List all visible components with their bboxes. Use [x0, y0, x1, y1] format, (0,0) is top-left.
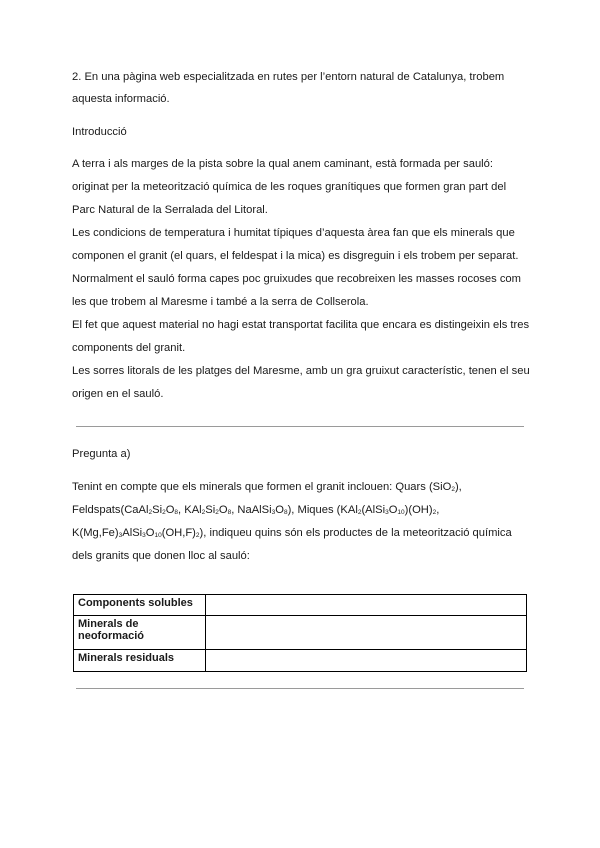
intro-line: Parc Natural de la Serralada del Litoral.: [72, 204, 268, 216]
intro-line: El fet que aquest material no hagi estat transportat facilita que encara es distingeixin els tres: [72, 319, 530, 331]
answer-cell[interactable]: [206, 650, 527, 672]
question-intro-line-1: 2. En una pàgina web especialitzada en rutes per l’entorn natural de Catalunya, trobem: [72, 71, 505, 83]
intro-line: componen el granit (el quars, el feldespat i la mica) es disgreguin i els trobem per separat.: [72, 250, 519, 262]
intro-line: les que trobem al Maresme i també a la serra de Collserola.: [72, 296, 369, 308]
row-label-minerals-residuals: Minerals residuals: [74, 650, 206, 672]
answer-cell[interactable]: [206, 616, 527, 650]
divider: [76, 426, 524, 427]
intro-line: components del granit.: [72, 342, 186, 354]
question-text-line-4: dels granits que donen lloc al sauló:: [72, 550, 250, 562]
question-intro-line-2: aquesta informació.: [72, 93, 170, 105]
intro-line: Les sorres litorals de les platges del Maresme, amb un gra gruixut característic, tenen el seu: [72, 365, 530, 377]
answer-cell[interactable]: [206, 595, 527, 616]
row-label-components-solubles: Components solubles: [74, 595, 206, 616]
intro-line: originat per la meteorització química de les roques granítiques que formen gran part del: [72, 181, 507, 193]
row-label-minerals-neoformacio: Minerals de neoformació: [74, 616, 206, 650]
table-row: [74, 616, 527, 650]
question-text-line-2: $Feldspats(CaAl_2Si_2O_8$, $KAl_2Si_2O_8$, $NaAlSi_3O_8$), Miques ($KAl_2(AlSi_3O_{10})(OH)_2$,: [72, 504, 440, 516]
question-text-line-1: Tenint en compte que els minerals que formen el granit inclouen: Quars (SiO$_2$),: [72, 481, 462, 493]
intro-line: origen en el sauló.: [72, 388, 164, 400]
divider: [76, 688, 524, 689]
section-heading-pregunta-a: Pregunta a): [72, 448, 131, 460]
answer-table: [73, 594, 527, 672]
question-text-line-3: $K(Mg,Fe)_3AlSi_3O_{10}(OH,F)_2$), indiqueu quins són els productes de la meteorització química: [72, 527, 512, 539]
table-row: [74, 650, 527, 672]
section-heading-introduccio: Introducció: [72, 126, 127, 138]
intro-line: Les condicions de temperatura i humitat típiques d’aquesta àrea fan que els minerals que: [72, 227, 515, 239]
intro-line: A terra i als marges de la pista sobre la qual anem caminant, està formada per sauló:: [72, 158, 493, 170]
intro-line: Normalment el sauló forma capes poc gruixudes que recobreixen les masses rocoses com: [72, 273, 521, 285]
table-row: [74, 595, 527, 616]
